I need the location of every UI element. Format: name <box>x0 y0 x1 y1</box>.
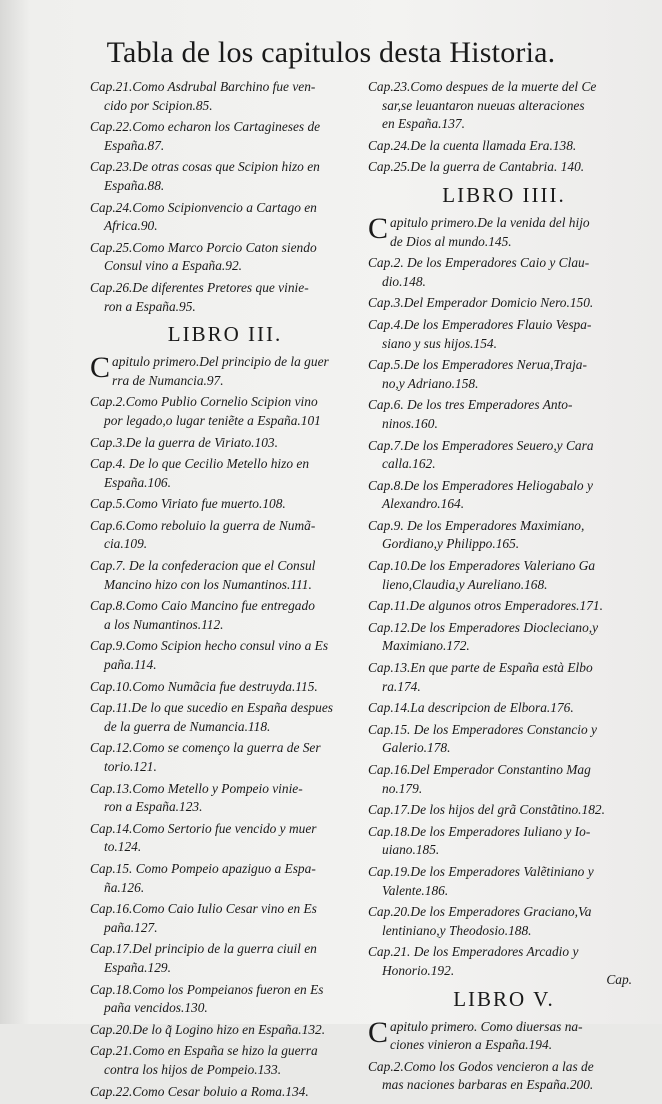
chapter-entry <box>368 699 640 718</box>
chapter-entry <box>368 437 640 474</box>
entry-line: ron a España.123. <box>104 799 203 815</box>
chapter-entry <box>90 393 360 430</box>
chapter-entry <box>368 78 640 134</box>
entry-line: ciones vinieron a España.194. <box>390 1037 553 1053</box>
entry-line: Cap.10.Como Numãcia fue destruyda.115. <box>90 678 318 694</box>
entry-line: Cap.20.De lo q̃ Logino hizo en España.132. <box>90 1021 326 1037</box>
entry-line: Cap.9.Como Scipion hecho consul vino a Es <box>90 638 329 654</box>
book-heading: LIBRO IIII. <box>442 182 566 207</box>
entry-line: lieno,Claudia,y Aureliano.168. <box>382 576 548 592</box>
entry-line: Consul vino a España.92. <box>104 258 242 274</box>
entry-line: rra de Numancia.97. <box>112 372 224 388</box>
book-heading: LIBRO V. <box>453 986 555 1011</box>
entry-line: Maximiano.172. <box>382 638 470 654</box>
entry-line: a los Numantinos.112. <box>104 616 224 632</box>
entry-line: de la guerra de Numancia.118. <box>104 718 271 734</box>
chapter-entry <box>368 1058 640 1095</box>
drop-capital: C <box>368 1015 389 1049</box>
entry-line: Galerio.178. <box>382 740 451 756</box>
entry-line: Cap.5.De los Emperadores Nerua,Traja- <box>368 357 587 373</box>
entry-line: Cap.22.Como echaron los Cartagineses de <box>90 119 321 135</box>
entry-line: Cap.14.La descripcion de Elbora.176. <box>368 700 574 716</box>
chapter-entry <box>368 477 640 514</box>
entry-line: Cap.2. De los Emperadores Caio y Clau- <box>368 255 590 271</box>
chapter-entry <box>368 316 640 353</box>
entry-line: Cap.13.En que parte de España està Elbo <box>368 660 593 676</box>
entry-line: Honorio.192. <box>382 962 455 978</box>
page-title: Tabla de los capitulos desta Historia. <box>106 36 556 69</box>
left-column <box>90 78 360 1104</box>
entry-line: Cap.20.De los Emperadores Graciano,Va <box>368 904 592 920</box>
chapter-entry <box>368 158 640 177</box>
entry-line: Cap.12.De los Emperadores Diocleciano,y <box>368 619 599 635</box>
entry-line: ron a España.95. <box>104 298 196 314</box>
entry-line: Cap.4.De los Emperadores Flauio Vespa- <box>368 316 592 332</box>
entry-line: no.179. <box>382 780 423 796</box>
entry-line: cido por Scipion.85. <box>104 97 213 113</box>
chapter-entry <box>90 279 360 316</box>
chapter-entry <box>368 517 640 554</box>
entry-line: siano y sus hijos.154. <box>382 335 497 351</box>
chapter-first-entry <box>90 353 360 390</box>
entry-line: calla.162. <box>382 456 436 472</box>
entry-line: paña.114. <box>104 657 157 673</box>
entry-line: Cap.18.De los Emperadores Iuliano y Io- <box>368 823 591 839</box>
chapter-entry <box>90 981 360 1018</box>
entry-line: Cap.11.De lo que sucedio en España despues <box>90 700 333 716</box>
chapter-entry <box>90 199 360 236</box>
chapter-entry <box>90 860 360 897</box>
entry-line: Cap.7.De los Emperadores Seuero,y Cara <box>368 437 594 453</box>
entry-line: lentiniano,y Theodosio.188. <box>382 922 532 938</box>
entry-line: Cap.26.De diferentes Pretores que vinie- <box>90 279 309 295</box>
chapter-entry <box>90 678 360 697</box>
entry-line: Cap.3.Del Emperador Domicio Nero.150. <box>368 295 594 311</box>
chapter-entry <box>90 1083 360 1102</box>
chapter-entry <box>90 699 360 736</box>
entry-line-text: apitulo primero.Del principio de la guer <box>112 354 329 370</box>
drop-capital: C <box>90 351 111 385</box>
entry-line: Cap.24.De la cuenta llamada Era.138. <box>368 137 577 153</box>
entry-line: Cap.25.Como Marco Porcio Caton siendo <box>90 239 317 255</box>
entry-line: Cap.18.Como los Pompeianos fueron en Es <box>90 981 324 997</box>
entry-line: Cap.10.De los Emperadores Valeriano Ga <box>368 558 596 574</box>
entry-line: Cap.8.De los Emperadores Heliogabalo y <box>368 477 593 493</box>
entry-line-text: apitulo primero. Como diuersas na- <box>390 1018 583 1034</box>
entry-line: dio.148. <box>382 273 426 289</box>
entry-line: contra los hijos de Pompeio.133. <box>104 1061 282 1077</box>
entry-line: Cap.6. De los tres Emperadores Anto- <box>368 397 573 413</box>
entry-line: Cap.16.Como Caio Iulio Cesar vino en Es <box>90 901 317 917</box>
entry-line: Cap.13.Como Metello y Pompeio vinie- <box>90 780 303 796</box>
chapter-entry <box>90 637 360 674</box>
chapter-entry <box>90 434 360 453</box>
entry-line: Cap.16.Del Emperador Constantino Mag <box>368 762 591 777</box>
entry-line: Cap.17.De los hijos del grã Constãtino.182. <box>368 802 605 818</box>
chapter-entry <box>90 455 360 492</box>
chapter-entry <box>368 801 640 820</box>
chapter-entry <box>368 597 640 616</box>
drop-capital: C <box>368 211 389 245</box>
chapter-entry <box>368 823 640 860</box>
entry-line: Cap.8.Como Caio Mancino fue entregado <box>90 598 315 614</box>
chapter-entry <box>90 597 360 634</box>
chapter-entry <box>368 863 640 900</box>
entry-line: Cap.6.Como reboluio la guerra de Numã- <box>90 517 316 533</box>
entry-line: Cap.21. De los Emperadores Arcadio y <box>368 944 579 960</box>
entry-line: ninos.160. <box>382 415 438 431</box>
entry-line: Cap.14.Como Sertorio fue vencido y muer <box>90 820 317 836</box>
entry-line: de Dios al mundo.145. <box>390 233 512 249</box>
entry-line: por legado,o lugar teniẽte a España.101 <box>104 412 321 428</box>
entry-line: Cap.2.Como Publio Cornelio Scipion vino <box>90 394 318 410</box>
entry-line-text: apitulo primero.De la venida del hijo <box>390 214 590 230</box>
chapter-entry <box>368 903 640 940</box>
entry-line: uiano.185. <box>382 842 440 858</box>
entry-line: torio.121. <box>104 759 157 774</box>
chapter-entry <box>90 780 360 817</box>
entry-line: Cap.17.Del principio de la guerra ciuil en <box>90 941 317 957</box>
chapter-entry <box>368 137 640 156</box>
chapter-entry <box>368 659 640 696</box>
entry-line: Cap.4. De lo que Cecilio Metello hizo en <box>90 456 310 472</box>
entry-line: Cap.19.De los Emperadores Valẽtiniano y <box>368 863 594 879</box>
chapter-entry <box>90 900 360 937</box>
entry-line: Cap.12.Como se començo la guerra de Ser <box>90 740 321 756</box>
entry-line: Cap.3.De la guerra de Viriato.103. <box>90 434 278 450</box>
chapter-entry <box>90 739 360 776</box>
entry-line: cia.109. <box>104 536 148 552</box>
entry-line: paña.127. <box>104 919 158 935</box>
entry-line: paña vencidos.130. <box>104 1000 208 1016</box>
chapter-entry <box>368 721 640 758</box>
entry-line: Cap.22.Como Cesar boluio a Roma.134. <box>90 1083 309 1099</box>
chapter-entry <box>368 254 640 291</box>
chapter-entry <box>90 820 360 857</box>
chapter-entry <box>90 78 360 115</box>
entry-line: Cap.9. De los Emperadores Maximiano, <box>368 517 585 533</box>
entry-line: ra.174. <box>382 678 421 694</box>
entry-line: Mancino hizo con los Numantinos.111. <box>104 576 312 592</box>
chapter-entry <box>368 761 640 798</box>
entry-line: Cap.5.Como Viriato fue muerto.108. <box>90 496 286 512</box>
entry-line: Gordiano,y Philippo.165. <box>382 536 520 552</box>
entry-line: España.129. <box>104 959 171 975</box>
entry-line: Cap.2.Como los Godos vencieron a las de <box>368 1058 594 1074</box>
entry-line: Cap.11.De algunos otros Emperadores.171. <box>368 598 603 614</box>
entry-line: Cap.7. De la confederacion que el Consul <box>90 558 316 574</box>
catchword: Cap. <box>606 972 632 987</box>
entry-line: Cap.24.Como Scipionvencio a Cartago en <box>90 199 317 215</box>
entry-line: España.106. <box>104 474 171 490</box>
entry-line: Cap.15. De los Emperadores Constancio y <box>368 721 597 737</box>
entry-line: en España.137. <box>382 116 465 132</box>
chapter-entry <box>90 940 360 977</box>
entry-line: España.87. <box>104 137 165 153</box>
chapter-entry <box>368 356 640 393</box>
entry-line: Cap.21.Como en España se hizo la guerra <box>90 1043 318 1059</box>
chapter-entry <box>90 158 360 195</box>
entry-line: Valente.186. <box>382 882 449 898</box>
entry-line: Cap.23.De otras cosas que Scipion hizo en <box>90 159 320 175</box>
entry-line: Cap.23.Como despues de la muerte del Ce <box>368 79 597 94</box>
chapter-first-entry <box>368 1015 640 1055</box>
entry-line: Cap.15. Como Pompeio apaziguo a Espa- <box>90 860 316 876</box>
entry-line: Africa.90. <box>104 218 158 234</box>
book-heading: LIBRO III. <box>167 322 283 347</box>
chapter-entry <box>90 495 360 514</box>
entry-line: ña.126. <box>104 879 145 895</box>
chapter-entry <box>90 557 360 594</box>
chapter-first-entry <box>368 211 640 251</box>
entry-line: España.88. <box>104 177 165 193</box>
entry-line: Cap.21.Como Asdrubal Barchino fue ven- <box>90 79 316 94</box>
entry-line: mas naciones barbaras en España.200. <box>382 1077 594 1093</box>
chapter-entry <box>368 943 640 980</box>
chapter-entry <box>368 294 640 313</box>
entry-line: no,y Adriano.158. <box>382 375 479 391</box>
chapter-entry <box>368 396 640 433</box>
entry-line: Cap.25.De la guerra de Cantabria. 140. <box>368 159 585 175</box>
chapter-entry <box>368 619 640 656</box>
entry-line: sar,se leuantaron nueuas alteraciones <box>382 97 585 113</box>
entry-line: Alexandro.164. <box>382 496 465 512</box>
chapter-entry <box>90 517 360 554</box>
right-column <box>368 78 640 1098</box>
chapter-entry <box>90 1042 360 1079</box>
chapter-entry <box>368 557 640 594</box>
entry-line: to.124. <box>104 839 142 855</box>
chapter-entry <box>90 118 360 155</box>
chapter-entry <box>90 239 360 276</box>
